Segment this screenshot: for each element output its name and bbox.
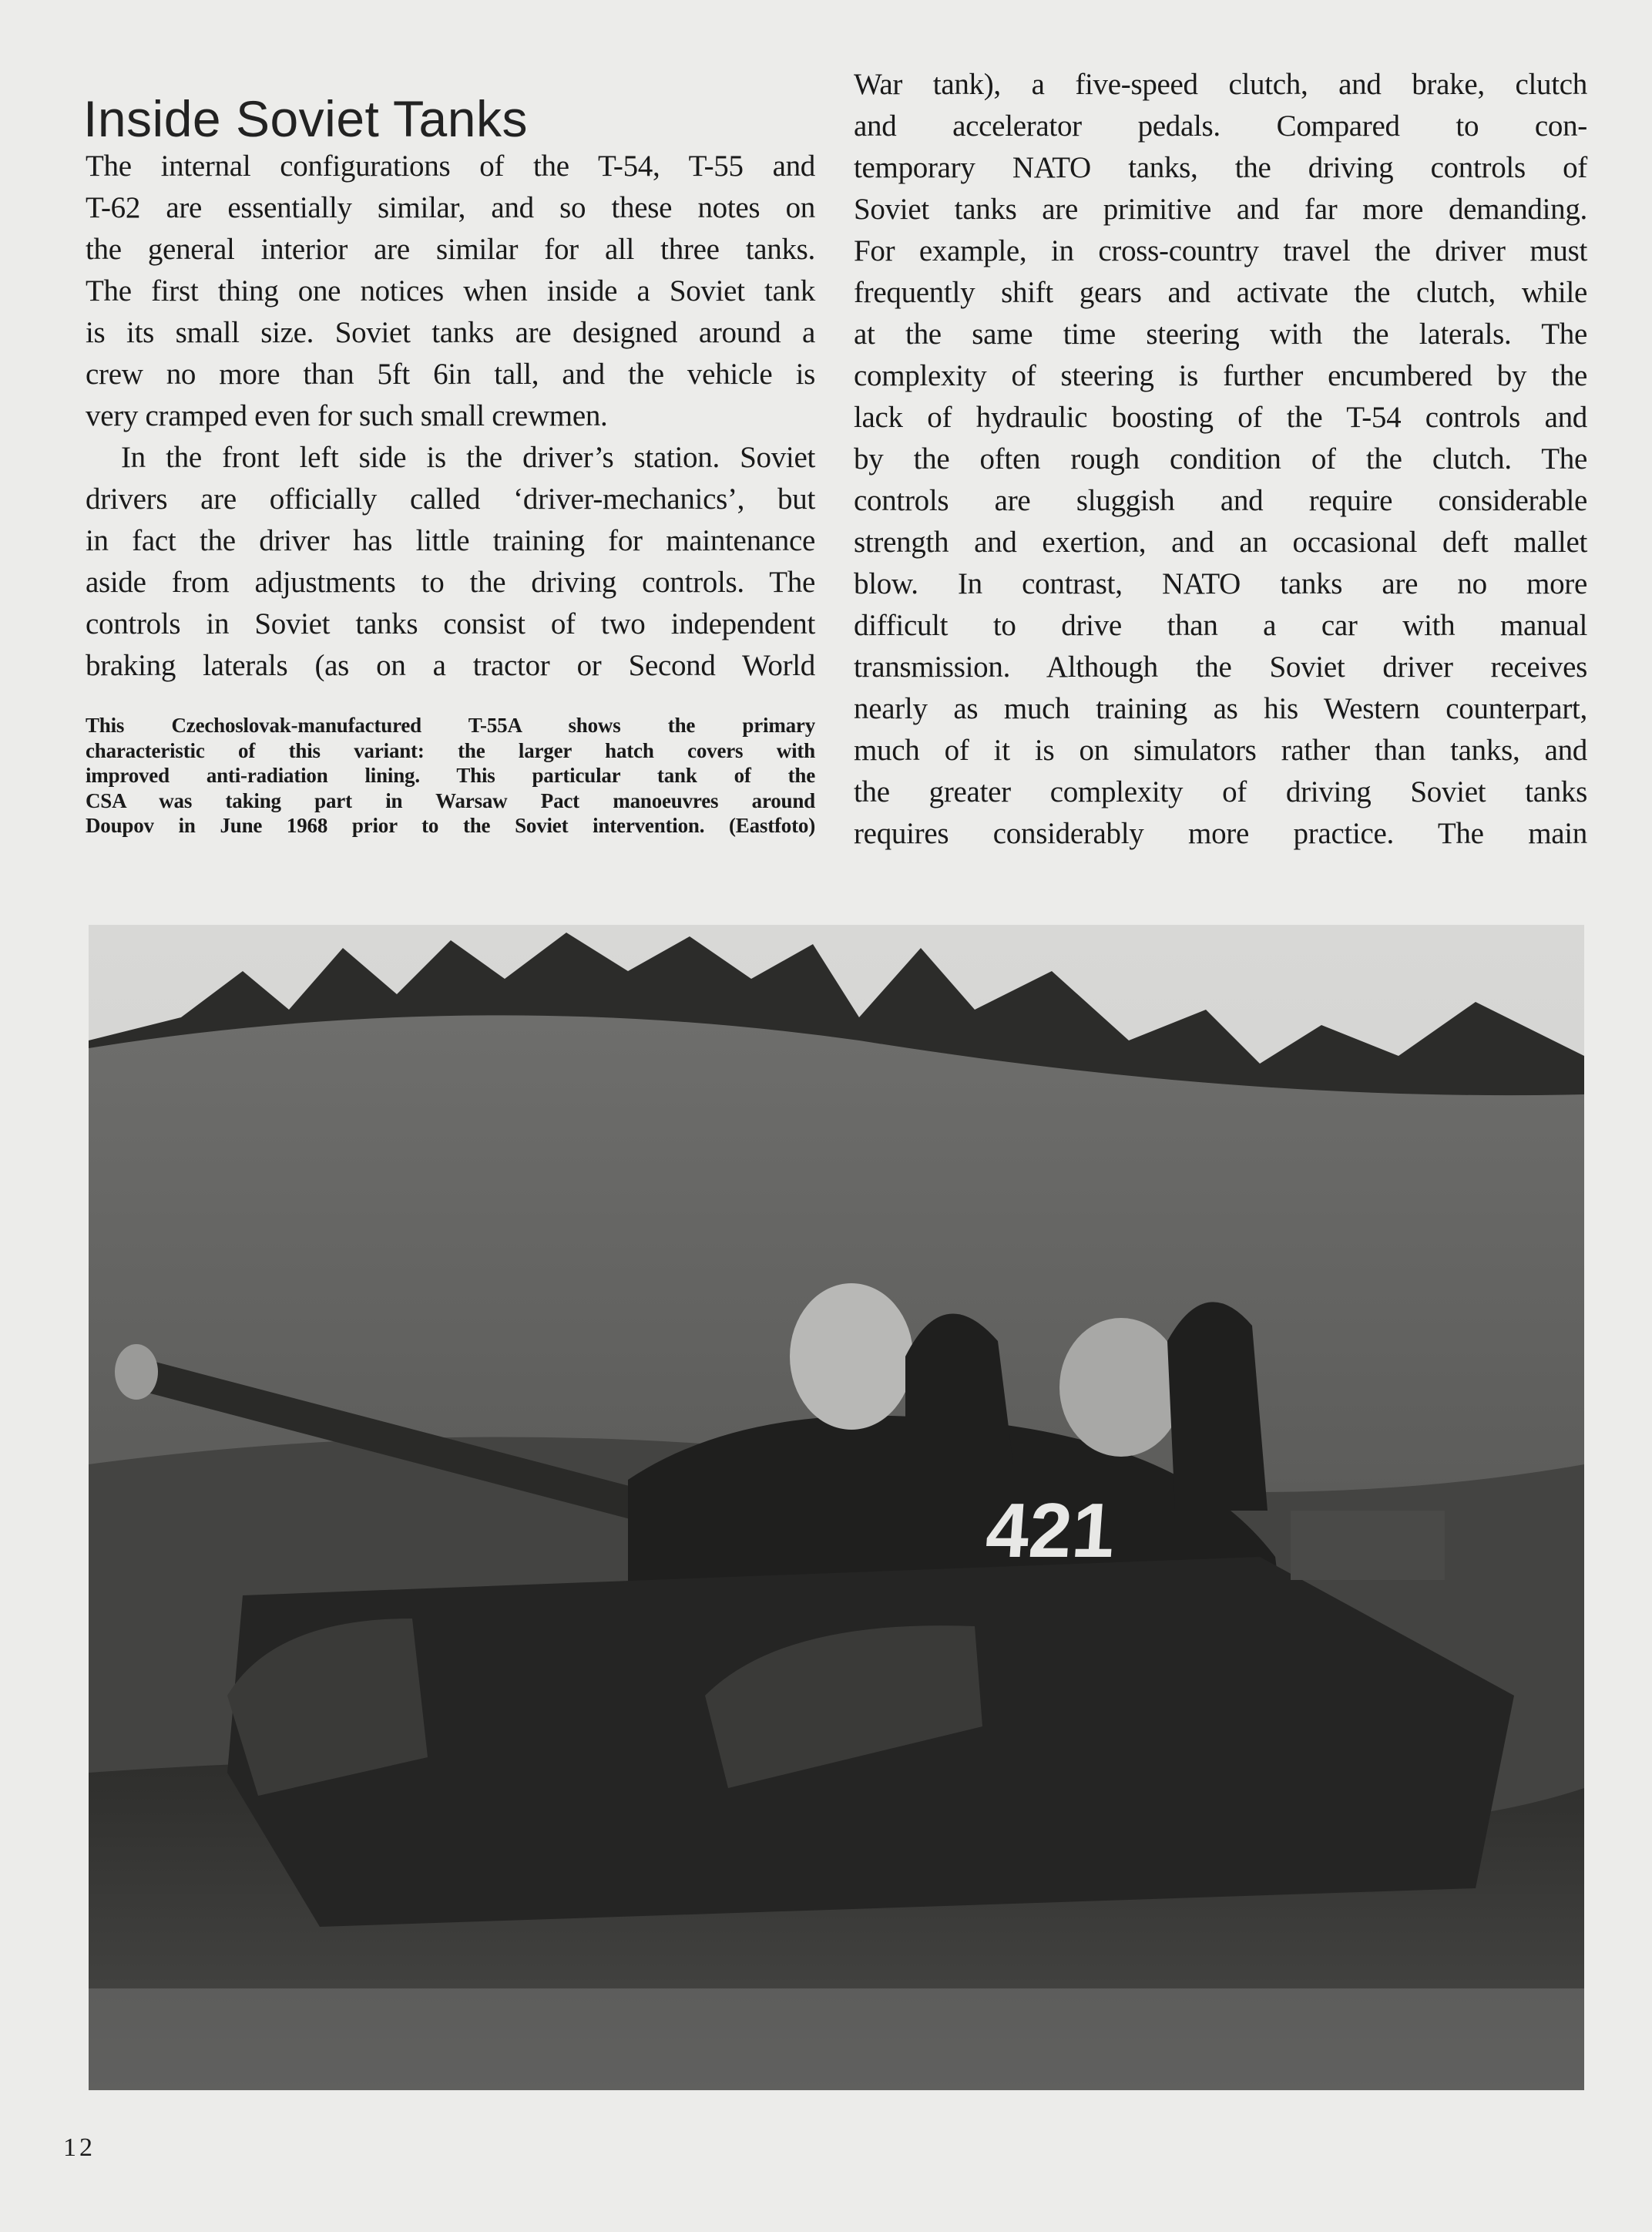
text-line: Soviet tanks are primitive and far more demanding. <box>854 193 1587 226</box>
caption-line: improved anti-radiation lining. This particular tank of the <box>86 764 815 787</box>
text-line: nearly as much training as his Western counterpart, <box>854 692 1587 725</box>
text-line: aside from adjustments to the driving controls. The <box>86 566 815 599</box>
page-title: Inside Soviet Tanks <box>83 90 528 148</box>
text-line: very cramped even for such small crewmen. <box>86 399 608 432</box>
caption-line: CSA was taking part in Warsaw Pact manoeuvres around <box>86 788 815 812</box>
text-line: difficult to drive than a car with manual <box>854 609 1587 642</box>
text-line: is its small size. Soviet tanks are designed around a <box>86 316 815 349</box>
text-line: in fact the driver has little training for maintenance <box>86 524 815 557</box>
text-line: War tank), a five-speed clutch, and brake, clutch <box>854 68 1587 101</box>
text-line: blow. In contrast, NATO tanks are no more <box>854 567 1587 600</box>
tank-number: 421 <box>983 1487 1118 1574</box>
caption-line: Doupov in June 1968 prior to the Soviet intervention. (Eastfoto) <box>86 814 815 837</box>
text-line: The internal configurations of the T-54, T-55 and <box>86 150 815 183</box>
text-line: controls are sluggish and require considerable <box>854 484 1587 517</box>
text-line: braking laterals (as on a tractor or Second World <box>86 649 815 682</box>
text-line: In the front left side is the driver’s station. Soviet <box>121 441 815 474</box>
text-line: requires considerably more practice. The main <box>854 817 1587 850</box>
text-line: temporary NATO tanks, the driving controls of <box>854 151 1587 184</box>
text-line: the general interior are similar for all three tanks. <box>86 233 815 266</box>
text-line: crew no more than 5ft 6in tall, and the vehicle is <box>86 358 815 391</box>
text-line: strength and exertion, and an occasional deft mallet <box>854 526 1587 559</box>
text-line: For example, in cross-country travel the driver must <box>854 234 1587 267</box>
text-line: much of it is on simulators rather than tanks, and <box>854 734 1587 767</box>
text-line: transmission. Although the Soviet driver receives <box>854 650 1587 684</box>
text-line: controls in Soviet tanks consist of two independent <box>86 607 815 640</box>
text-line: and accelerator pedals. Compared to con- <box>854 109 1587 143</box>
water <box>89 1988 1584 2090</box>
text-line: T-62 are essentially similar, and so these notes on <box>86 191 815 224</box>
text-line: at the same time steering with the laterals. The <box>854 318 1587 351</box>
caption-line: characteristic of this variant: the larger hatch covers with <box>86 738 815 762</box>
caption-line: This Czechoslovak-manufactured T-55A shows the primary <box>86 714 815 737</box>
text-line: drivers are officially called ‘driver-mechanics’, but <box>86 482 815 516</box>
text-line: the greater complexity of driving Soviet tanks <box>854 775 1587 808</box>
text-line: lack of hydraulic boosting of the T-54 controls and <box>854 401 1587 434</box>
body-text-left-column <box>86 146 815 687</box>
photo-caption <box>86 713 815 839</box>
text-line: by the often rough condition of the clutch. The <box>854 442 1587 476</box>
page-number: 12 <box>63 2133 96 2162</box>
body-text-right-column <box>854 64 1587 855</box>
text-line: The first thing one notices when inside a Soviet tank <box>86 274 815 308</box>
text-line: complexity of steering is further encumbered by the <box>854 359 1587 392</box>
tank-photo <box>89 925 1584 2090</box>
text-line: frequently shift gears and activate the clutch, while <box>854 276 1587 309</box>
